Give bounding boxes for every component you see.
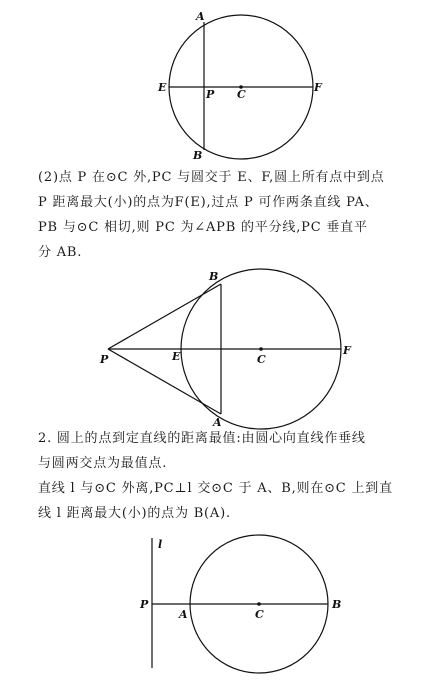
paragraph-point-outside	[38, 165, 442, 265]
label-c: C	[255, 608, 264, 621]
label-b: B	[209, 270, 219, 283]
figure-point-outside-tangents	[0, 268, 447, 429]
label-f: F	[314, 81, 322, 94]
text-line: 线 l 距离最大(小)的点为 B(A).	[38, 506, 231, 521]
text-line: P 距离最大(小)的点为F(E),过点 P 可作两条直线 PA、	[38, 195, 379, 210]
figure-line-and-circle	[0, 530, 447, 689]
text-line: (2)点 P 在⊙C 外,PC 与圆交于 E、F,圆上所有点中到点	[38, 170, 385, 185]
label-p: P	[100, 353, 109, 366]
text-line: 分 AB.	[38, 245, 83, 260]
label-a: A	[213, 416, 222, 429]
center-dot	[258, 603, 261, 606]
center-dot	[260, 348, 263, 351]
label-e: E	[158, 81, 167, 94]
label-b: B	[332, 598, 342, 611]
tangent-pb	[108, 284, 221, 349]
label-a: A	[179, 608, 188, 621]
label-b: B	[193, 149, 203, 162]
label-l: l	[158, 538, 163, 551]
tangent-pa	[108, 349, 221, 414]
text-line: 2. 圆上的点到定直线的距离最值:由圆心向直线作垂线	[38, 431, 366, 446]
text-line: 与圆两交点为最值点.	[38, 456, 168, 471]
text-line: PB 与⊙C 相切,则 PC 为∠APB 的平分线,PC 垂直平	[38, 220, 368, 235]
label-c: C	[237, 88, 246, 101]
label-a: A	[196, 10, 205, 23]
label-f: F	[343, 344, 351, 357]
figure-point-inside-circle	[0, 0, 447, 165]
text-line: 直线 l 与⊙C 外离,PC⊥l 交⊙C 于 A、B,则在⊙C 上到直	[38, 481, 393, 496]
label-p: P	[206, 88, 215, 101]
label-p: P	[140, 598, 149, 611]
label-c: C	[257, 353, 266, 366]
label-e: E	[172, 350, 181, 363]
paragraph-line-distance	[38, 426, 442, 526]
